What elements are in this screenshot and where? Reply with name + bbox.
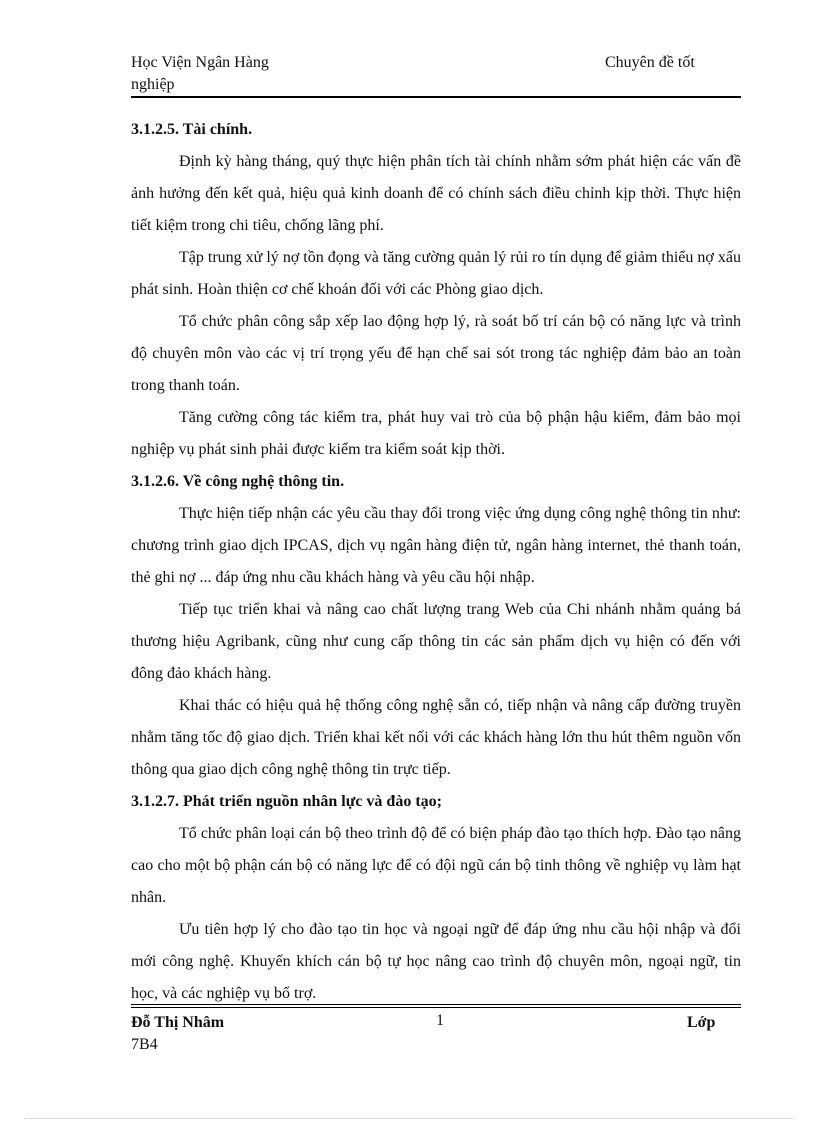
footer-class-value: 7B4	[131, 1036, 158, 1053]
page-footer	[131, 1012, 741, 1056]
footer-divider	[131, 1004, 741, 1005]
header-divider	[131, 96, 741, 98]
section-heading: 3.1.2.7. Phát triển nguồn nhân lực và đào tạo;	[131, 793, 442, 810]
page-header	[131, 52, 741, 96]
page-number: 1	[436, 1012, 444, 1029]
section-heading: 3.1.2.6. Về công nghệ thông tin.	[131, 473, 345, 490]
paragraph: Tiếp tục triển khai và nâng cao chất lượng trang Web của Chi nhánh nhằm quảng bá thương hiệu Agribank, cũng như cung cấp thông tin các sản phẩm dịch vụ hiện có đến với đông đảo khách hàng.	[131, 601, 741, 682]
paragraph: Tập trung xử lý nợ tồn đọng và tăng cường quản lý rủi ro tín dụng để giảm thiểu nợ xấu phát sinh. Hoàn thiện cơ chế khoán đối với các Phòng giao dịch.	[131, 249, 741, 298]
paragraph: Tổ chức phân loại cán bộ theo trình độ để có biện pháp đào tạo thích hợp. Đào tạo nâng cao cho một bộ phận cán bộ có năng lực để có đội ngũ cán bộ tinh thông về nghiệp vụ làm hạt nhân.	[131, 825, 741, 906]
document-body	[131, 114, 741, 1010]
footer-author: Đỗ Thị Nhâm	[131, 1014, 225, 1031]
paragraph: Khai thác có hiệu quả hệ thống công nghệ sẵn có, tiếp nhận và nâng cấp đường truyền nhằm tăng tốc độ giao dịch. Triển khai kết nối với các khách hàng lớn thu hút thêm nguồn vốn thông qua giao dịch công nghệ thông tin trực tiếp.	[131, 697, 741, 778]
header-doc-type-continuation: nghiệp	[131, 76, 175, 93]
footer-divider	[131, 1007, 741, 1008]
header-institution: Học Viện Ngân Hàng	[131, 54, 269, 71]
paragraph: Định kỳ hàng tháng, quý thực hiện phân tích tài chính nhằm sớm phát hiện các vấn đề ảnh hưởng đến kết quả, hiệu quả kinh doanh để có chính sách điều chỉnh kịp thời. Thực hiện tiết kiệm trong chi tiêu, chống lãng phí.	[131, 153, 741, 234]
paragraph: Tăng cường công tác kiểm tra, phát huy vai trò của bộ phận hậu kiểm, đảm bảo mọi nghiệp vụ phát sinh phải được kiểm tra kiểm soát kịp thời.	[131, 409, 741, 458]
paragraph: Ưu tiên hợp lý cho đào tạo tin học và ngoại ngữ để đáp ứng nhu cầu hội nhập và đổi mới công nghệ. Khuyến khích cán bộ tự học nâng cao trình độ chuyên môn, ngoại ngữ, tin học, và các nghiệp vụ bổ trợ.	[131, 921, 741, 1002]
section-heading: 3.1.2.5. Tài chính.	[131, 121, 253, 138]
paragraph: Thực hiện tiếp nhận các yêu cầu thay đổi trong việc ứng dụng công nghệ thông tin như: chương trình giao dịch IPCAS, dịch vụ ngân hàng điện tử, ngân hàng internet, thẻ thanh toán, thẻ ghi nợ ... đáp ứng nhu cầu khách hàng và yêu cầu hội nhập.	[131, 505, 741, 586]
header-doc-type: Chuyên đề tốt	[605, 54, 695, 71]
paragraph: Tổ chức phân công sắp xếp lao động hợp lý, rà soát bố trí cán bộ có năng lực và trình độ chuyên môn vào các vị trí trọng yếu để hạn chế sai sót trong tác nghiệp đảm bảo an toàn trong thanh toán.	[131, 313, 741, 394]
page-edge	[24, 1118, 794, 1119]
footer-class-label: Lớp	[687, 1014, 716, 1031]
